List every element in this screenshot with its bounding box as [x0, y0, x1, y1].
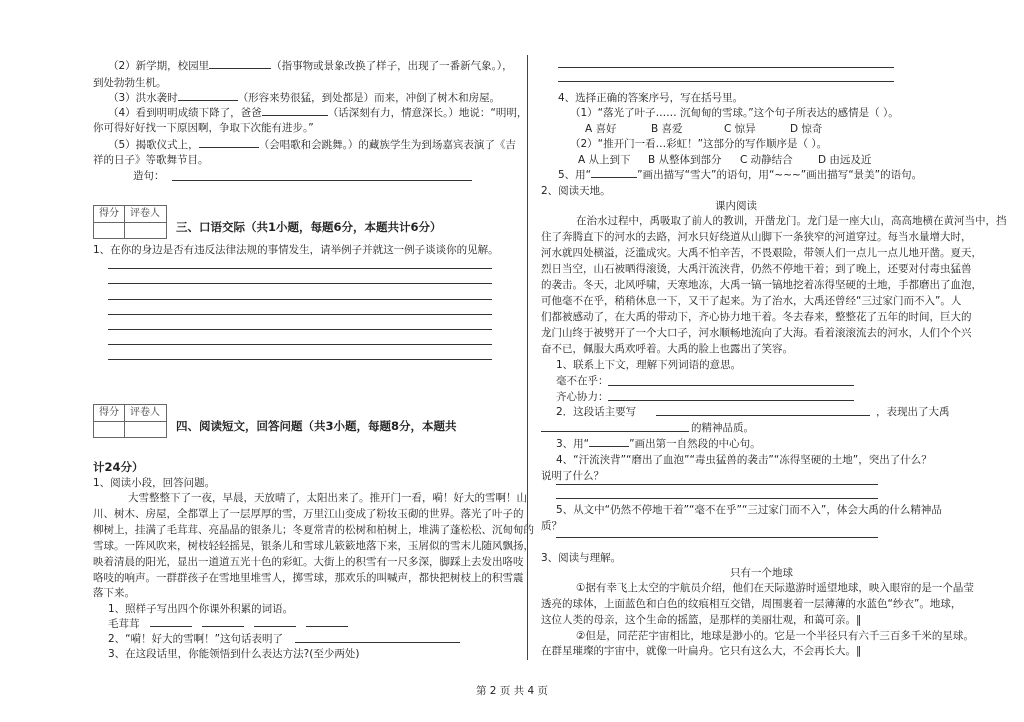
- r2-q3: 3、用“ ”画出第一自然段的中心句。: [556, 438, 761, 450]
- zaoju-label: 造句：: [133, 170, 165, 182]
- passage2-line: 烈日当空，山石被晒得滚烫，大禹汗流浃背，仍然不停地干着；到了晚上，还要对付毒虫猛兽: [541, 263, 972, 275]
- r-q4-1: （1）“落光了叶子…… 沉甸甸的雪球。”这个句子所表达的感情是（ ）。: [570, 107, 899, 119]
- option[interactable]: A 喜好: [585, 123, 617, 135]
- answer-line[interactable]: [295, 642, 460, 643]
- r2-q1-b: 齐心协力：: [556, 391, 609, 403]
- passage1-line: 映着清晨的阳光，显出一道道五光十色的彩虹。大街上的积雪有一尺多深，脚踩上去发出咯吱: [93, 556, 524, 568]
- answer-line[interactable]: [108, 314, 492, 315]
- option[interactable]: D 由远及近: [818, 154, 872, 166]
- answer-line[interactable]: [108, 344, 492, 345]
- answer-line[interactable]: [108, 283, 492, 284]
- read3-title: 只有一个地球: [730, 567, 793, 579]
- passage3-line: ①据有幸飞上太空的宇航员介绍，他们在天际遨游时遥望地球，映入眼帘的是一个晶莹: [576, 582, 974, 594]
- page-number: 第 2 页 共 4 页: [475, 685, 549, 697]
- r1-q2: 2、“嗬！好大的雪啊！”这句话表明了: [108, 633, 284, 645]
- passage1-line: 咯吱的响声。一群群孩子在雪地里堆雪人，掷雪球，那欢乐的叫喊声，都快把树枝上的积雪震: [93, 572, 524, 584]
- grader-label: 评卷人: [130, 208, 160, 219]
- answer-blank[interactable]: [254, 626, 296, 627]
- answer-line[interactable]: [558, 81, 894, 82]
- section4-title-cont: 计24分）: [93, 460, 144, 474]
- r2-q5: 5、从文中“仍然不停地干着”“毫不在乎”“三过家门而不入”，体会大禹的什么精神品: [556, 504, 942, 516]
- passage3-line: ②但是，同茫茫宇宙相比，地球是渺小的。它是一个半径只有六千三百多千米的星球。: [576, 630, 974, 642]
- r-q4-2: （2）“推开门一看…彩虹！”这部分的写作顺序是（ ）。: [570, 138, 828, 150]
- answer-line[interactable]: [541, 431, 689, 432]
- answer-line[interactable]: [656, 415, 870, 416]
- read2-intro: 2、阅读天地。: [541, 185, 611, 197]
- passage1-line: 川、树木、房屋，全都罩上了一层厚厚的雪，万里江山变成了粉妆玉砌的世界。落光了叶子的: [93, 508, 524, 520]
- passage2-line: 河水就四处横溢，泛滥成灾。大禹不怕辛苦，不畏艰险，带领人们一点儿一点儿地开凿。夏天，: [541, 247, 982, 259]
- answer-line[interactable]: [172, 180, 472, 181]
- q5-line: （5）揭歌仪式上， （会唱歌和会跳舞。）的藏族学生为到场嘉宾表演了《吉: [108, 139, 516, 151]
- r-q5: 5、用“ ”画出描写“雪大”的语句，用“~~~”画出描写“景美”的语句。: [558, 169, 923, 181]
- read3-intro: 3、阅读与理解。: [541, 552, 622, 564]
- underline-sample: [591, 167, 637, 178]
- score-label: 得分: [99, 208, 119, 219]
- answer-line[interactable]: [608, 400, 854, 401]
- q4-cont: 你可得好好找一下原因啊，争取下次能有进步。”: [93, 122, 314, 134]
- r2-q1: 1、联系上下文，理解下列词语的意思。: [556, 359, 742, 371]
- section3-title: 三、口语交际（共1小题，每题6分，本题共计6分）: [176, 220, 442, 234]
- option[interactable]: A 从上到下: [578, 154, 631, 166]
- q2-line: （2）新学期，校园里 （指事物或景象改换了样子，出现了一番新气象。），: [108, 60, 513, 72]
- option[interactable]: B 从整体到部分: [648, 154, 722, 166]
- answer-line[interactable]: [608, 385, 854, 386]
- passage3-line: 透亮的球体，上面蓝色和白色的纹痕相互交错，周围裹着一层薄薄的水蓝色“纱衣”。地球，: [541, 598, 962, 610]
- answer-line[interactable]: [108, 359, 492, 360]
- option[interactable]: C 动静结合: [740, 154, 793, 166]
- grader-label: 评卷人: [130, 407, 160, 418]
- answer-blank[interactable]: [150, 626, 192, 627]
- read1-intro: 1、阅读小段，回答问题。: [93, 477, 216, 489]
- r1-q3: 3、在这段话里，你能领悟到什么表达方法?(至少两处): [108, 648, 360, 660]
- passage2-line: 住了奔腾直下的河水的去路，河水只好绕道从山脚下一条狭窄的河道穿过。每当水量增大时，: [541, 231, 972, 243]
- option[interactable]: C 惊异: [724, 123, 756, 135]
- r1-q1-example: 毛茸茸: [108, 618, 140, 630]
- answer-line[interactable]: [556, 498, 878, 499]
- passage3-line: 这位人类的母亲，这个生命的摇篮，是那样的美丽壮观，和蔼可亲。‖: [541, 614, 862, 626]
- q2-cont: 到处勃勃生机。: [93, 77, 167, 89]
- r2-q4: 4、“汗流浃背”“磨出了血泡”“毒虫猛兽的袭击”“冻得坚硬的土地”，突出了什么？: [556, 454, 932, 466]
- answer-blank[interactable]: [306, 626, 348, 627]
- answer-line[interactable]: [556, 484, 878, 485]
- passage2-line: 们都被感动了，在大禹的带动下，齐心协力地干着。冬去春来，整整花了五年的时间，巨大的: [541, 311, 972, 323]
- answer-blank[interactable]: [202, 626, 244, 627]
- r1-q1: 1、照样子写出四个你课外积累的词语。: [108, 603, 294, 615]
- answer-line[interactable]: [556, 537, 878, 538]
- section4-title: 四、阅读短文，回答问题（共3小题，每题8分，本题共: [176, 419, 457, 433]
- section3-q1: 1、在你的身边是否有违反法律法规的事情发生，请举例子并就这一例子谈谈你的见解。: [93, 244, 499, 256]
- option[interactable]: B 喜爱: [651, 123, 683, 135]
- answer-line[interactable]: [108, 329, 492, 330]
- passage3-line: 在群星璀璨的宇宙中，就像一叶扁舟。它只有这么大，不会再长大。‖: [541, 645, 862, 657]
- score-box: [93, 404, 167, 438]
- answer-line[interactable]: [558, 67, 894, 68]
- q4-line: （4）看到明明成绩下降了，爸爸 （话深刻有力，情意深长。）地说：“明明，: [108, 107, 528, 119]
- answer-blank[interactable]: [209, 58, 271, 69]
- passage2-line: 可他毫不在乎，稍稍休息一下，又干了起来。为了治水，大禹还曾经“三过家门而不入”。人: [541, 295, 962, 307]
- wave-line-sample: ~~~: [774, 169, 801, 181]
- passage1-line: 落下来。: [93, 587, 135, 599]
- r2-q5-cont: 质？: [541, 520, 562, 532]
- passage1-line: 大雪整整下了一夜，早晨，天放晴了，太阳出来了。推开门一看，嗬！好大的雪啊！山: [128, 492, 527, 504]
- r2-q1-a: 毫不在乎：: [556, 375, 609, 387]
- r2-q2-b: ，表现出了大禹: [876, 406, 950, 418]
- r2-q2-c: 的精神品质。: [691, 422, 754, 434]
- option[interactable]: D 惊奇: [790, 123, 823, 135]
- passage1-line: 柳树上，挂满了毛茸茸、亮晶晶的银条儿；冬夏常青的松树和柏树上，堆满了蓬松松、沉甸甸的: [93, 524, 534, 536]
- score-label: 得分: [99, 407, 119, 418]
- read2-title: 课内阅读: [715, 200, 757, 212]
- passage2-line: 在治水过程中，禹吸取了前人的教训，开凿龙门。龙门是一座大山，高高地横在黄河当中，挡: [576, 215, 1007, 227]
- answer-blank[interactable]: [178, 90, 238, 101]
- answer-blank[interactable]: [262, 105, 328, 116]
- r2-q4-cont: 说明了什么？: [541, 470, 604, 482]
- score-box: [93, 205, 167, 239]
- column-divider: [527, 55, 528, 660]
- q5-cont: 祥的日子》等歌舞节目。: [93, 154, 209, 166]
- r-q4: 4、选择正确的答案序号，写在括号里。: [558, 92, 744, 104]
- answer-blank[interactable]: [199, 137, 259, 148]
- answer-line[interactable]: [108, 268, 492, 269]
- passage1-line: 雪球。一阵风吹来，树枝轻轻摇晃，银条儿和雪球儿簌簌地落下来，玉屑似的雪末儿随风飘扬，: [93, 540, 534, 552]
- q3-line: （3）洪水袭时 （形容来势很猛，到处都是）而来，冲倒了树木和房屋。: [108, 92, 501, 104]
- underline-sample: [589, 436, 629, 447]
- r2-q2: 2．这段话主要写: [556, 406, 637, 418]
- answer-line[interactable]: [108, 299, 492, 300]
- passage2-line: 奋不已，佩服大禹欢呼着。大禹的脸上也露出了笑容。: [541, 343, 793, 355]
- passage2-line: 龙门山终于被劈开了一个大口子，河水顺畅地流向了大海。看着滚滚流去的河水，人们个个兴: [541, 327, 972, 339]
- passage2-line: 的袭击。冬天，北风呼啸，天寒地冻，大禹一镐一镐地挖着冻得坚硬的土地，手都磨出了血泡，: [541, 279, 982, 291]
